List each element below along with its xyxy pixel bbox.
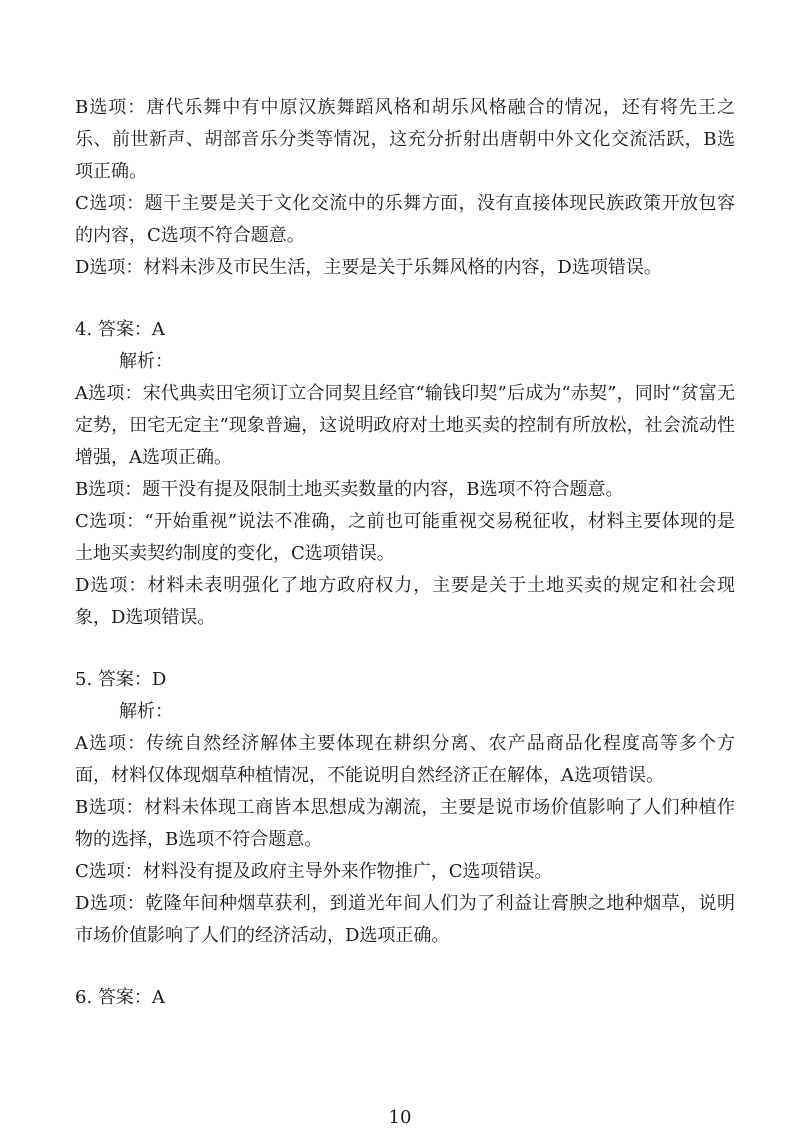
q3-option-d: D选项：材料未涉及市民生活，主要是关于乐舞风格的内容，D选项错误。 (75, 257, 662, 278)
q4-analysis-label: 解析： (119, 351, 173, 372)
q4-option-a: A选项：宋代典卖田宅须订立合同契且经官“输钱印契”后成为“赤契”，同时“贫富无定势，田宅无定主”现象普遍，这说明政府对土地买卖的控制有所放松，社会流动性增强，A选项正确。 (75, 383, 735, 468)
q5-option-b: B选项：材料未体现工商皆本思想成为潮流，主要是说市场价值影响了人们种植作物的选择，B选项不符合题意。 (75, 797, 735, 850)
q5-option-d: D选项：乾隆年间种烟草获利，到道光年间人们为了利益让膏腴之地种烟草，说明市场价值影响了人们的经济活动，D选项正确。 (75, 893, 735, 946)
q4-answer: 4. 答案：A (75, 319, 165, 340)
page-number: 10 (388, 1107, 412, 1128)
q4-option-c: C选项：“开始重视”说法不准确，之前也可能重视交易税征收，材料主要体现的是土地买卖契约制度的变化，C选项错误。 (75, 511, 735, 564)
q4-option-d: D选项：材料未表明强化了地方政府权力，主要是关于土地买卖的规定和社会现象，D选项错误。 (75, 575, 735, 628)
q5-option-c: C选项：材料没有提及政府主导外来作物推广，C选项错误。 (75, 861, 553, 882)
q5-answer: 5. 答案：D (75, 669, 167, 690)
document-body (75, 92, 735, 1014)
q6-answer: 6. 答案：A (75, 987, 165, 1008)
section-gap (75, 952, 735, 982)
section-gap (75, 634, 735, 664)
q3-option-c: C选项：题干主要是关于文化交流中的乐舞方面，没有直接体现民族政策开放包容的内容，C选项不符合题意。 (75, 193, 735, 246)
q5-analysis-label: 解析： (119, 701, 173, 722)
section-gap (75, 284, 735, 314)
q4-option-b: B选项：题干没有提及限制土地买卖数量的内容，B选项不符合题意。 (75, 479, 624, 500)
q5-option-a: A选项：传统自然经济解体主要体现在耕织分离、农产品商品化程度高等多个方面，材料仅体现烟草种植情况，不能说明自然经济正在解体，A选项错误。 (75, 733, 735, 786)
q3-option-b: B选项：唐代乐舞中有中原汉族舞蹈风格和胡乐风格融合的情况，还有将先王之乐、前世新声、胡部音乐分类等情况，这充分折射出唐朝中外文化交流活跃，B选项正确。 (75, 97, 735, 182)
